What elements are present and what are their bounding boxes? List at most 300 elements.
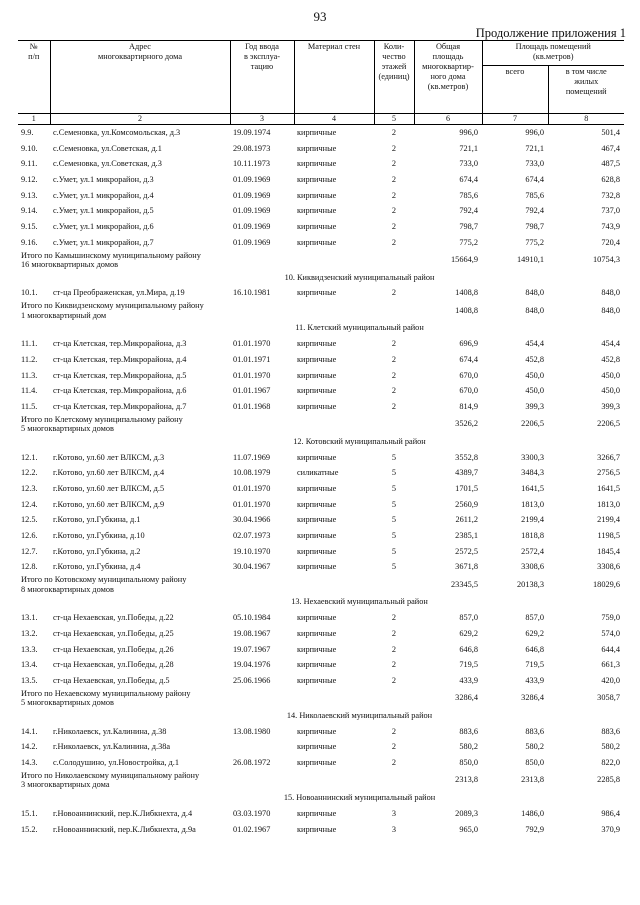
row-premises-all: 454,4 — [525, 339, 544, 349]
row-year: 01.01.1970 — [233, 339, 271, 349]
row-total-area: 670,0 — [459, 370, 478, 380]
row-total-area: 3552,8 — [455, 452, 478, 462]
row-floors: 2 — [391, 288, 397, 298]
row-premises-all: 450,0 — [525, 370, 544, 380]
row-number: 13.5. — [21, 675, 38, 685]
table-row — [18, 156, 624, 172]
row-number: 9.10. — [21, 143, 38, 153]
row-number: 13.4. — [21, 660, 38, 670]
total-label: Итого по Котовскому муниципальному району 8 многоквартирных домов — [21, 575, 187, 594]
row-wall-material: кирпичные — [297, 206, 337, 216]
row-premises-living: 2199,4 — [597, 515, 620, 525]
total-premises-living: 2206,5 — [597, 419, 620, 429]
row-floors: 5 — [391, 468, 397, 478]
row-number: 12.2. — [21, 468, 38, 478]
row-premises-all: 792,4 — [525, 206, 544, 216]
row-total-area: 883,6 — [459, 726, 478, 736]
row-premises-all: 2572,4 — [521, 546, 544, 556]
row-year: 01.01.1967 — [233, 386, 271, 396]
table-row — [18, 806, 624, 822]
row-total-area: 719,5 — [459, 660, 478, 670]
row-premises-living: 1198,5 — [597, 531, 620, 541]
row-wall-material: кирпичные — [297, 237, 337, 247]
row-premises-living: 743,9 — [601, 221, 620, 231]
row-total-area: 2560,9 — [455, 499, 478, 509]
row-year: 19.07.1967 — [233, 644, 271, 654]
row-address: ст-ца Клетская, тер.Микрорайона, д.4 — [53, 354, 187, 364]
row-address: с.Умет, ул.1 микрорайон, д.6 — [53, 221, 154, 231]
row-address: с.Умет, ул.1 микрорайон, д.5 — [53, 206, 154, 216]
row-floors: 5 — [391, 531, 397, 541]
row-wall-material: кирпичные — [297, 386, 337, 396]
row-address: ст-ца Клетская, тер.Микрорайона, д.3 — [53, 339, 187, 349]
row-premises-living: 1813,0 — [597, 499, 620, 509]
row-premises-living: 1641,5 — [597, 484, 620, 494]
row-number: 9.9. — [21, 127, 34, 137]
row-number: 11.5. — [21, 401, 38, 411]
row-wall-material: кирпичные — [297, 675, 337, 685]
row-premises-living: 450,0 — [601, 386, 620, 396]
row-total-area: 580,2 — [459, 742, 478, 752]
row-year: 10.11.1973 — [233, 159, 271, 169]
column-number: 1 — [18, 114, 50, 125]
row-address: ст-ца Нехаевская, ул.Победы, д.22 — [53, 613, 174, 623]
row-number: 9.13. — [21, 190, 38, 200]
row-wall-material: кирпичные — [297, 628, 337, 638]
row-address: ст-ца Нехаевская, ул.Победы, д.25 — [53, 628, 174, 638]
row-wall-material: силикатные — [297, 468, 339, 478]
row-number: 12.8. — [21, 562, 38, 572]
row-year: 01.01.1968 — [233, 401, 271, 411]
row-total-area: 670,0 — [459, 386, 478, 396]
table-row — [18, 172, 624, 188]
row-premises-living: 644,4 — [601, 644, 620, 654]
row-number: 12.1. — [21, 452, 38, 462]
row-year: 01.01.1971 — [233, 354, 271, 364]
total-label: Итого по Камышинскому муниципальному району 16 многоквартирных домов — [21, 250, 201, 270]
table-row — [18, 203, 624, 219]
row-floors: 5 — [391, 452, 397, 462]
row-wall-material: кирпичные — [297, 401, 337, 411]
section-row — [18, 594, 624, 610]
section-title: 12. Котовский муниципальный район — [293, 436, 426, 446]
total-area: 1408,8 — [455, 305, 478, 315]
housing-table — [18, 40, 624, 837]
row-total-area: 629,2 — [459, 628, 478, 638]
row-year: 05.10.1984 — [233, 613, 271, 623]
row-total-area: 792,4 — [459, 206, 478, 216]
row-total-area: 674,4 — [459, 174, 478, 184]
table-row — [18, 724, 624, 740]
row-floors: 5 — [391, 562, 397, 572]
row-premises-all: 433,9 — [525, 675, 544, 685]
table-row — [18, 399, 624, 415]
row-floors: 2 — [391, 206, 397, 216]
row-floors: 2 — [391, 370, 397, 380]
row-premises-all: 719,5 — [525, 660, 544, 670]
row-premises-all: 848,0 — [525, 288, 544, 298]
table-row — [18, 560, 624, 576]
row-premises-living: 452,8 — [601, 354, 620, 364]
total-area: 23345,5 — [451, 579, 478, 589]
header-premises-area: Площадь помещений (кв.метров) — [482, 41, 624, 66]
row-premises-all: 2199,4 — [521, 515, 544, 525]
total-row — [18, 415, 624, 434]
row-address: г.Котово, ул.Губкина, д.10 — [53, 531, 145, 541]
row-wall-material: кирпичные — [297, 354, 337, 364]
row-premises-all: 1813,0 — [521, 499, 544, 509]
row-total-area: 3671,8 — [455, 562, 478, 572]
column-number: 2 — [50, 114, 230, 125]
table-row — [18, 336, 624, 352]
row-premises-living: 661,3 — [601, 660, 620, 670]
column-number: 8 — [548, 114, 624, 125]
row-year: 01.02.1967 — [233, 824, 271, 834]
row-year: 26.08.1972 — [233, 758, 271, 768]
row-floors: 2 — [391, 628, 397, 638]
row-total-area: 1701,5 — [455, 484, 478, 494]
table-row — [18, 528, 624, 544]
row-wall-material: кирпичные — [297, 484, 337, 494]
row-premises-all: 674,4 — [525, 174, 544, 184]
row-total-area: 785,6 — [459, 190, 478, 200]
row-number: 9.12. — [21, 174, 38, 184]
total-premises-living: 3058,7 — [597, 693, 620, 703]
row-number: 12.3. — [21, 484, 38, 494]
row-premises-all: 580,2 — [525, 742, 544, 752]
row-year: 19.09.1974 — [233, 127, 271, 137]
row-wall-material: кирпичные — [297, 644, 337, 654]
row-year: 19.08.1967 — [233, 628, 271, 638]
row-premises-living: 501,4 — [601, 127, 620, 137]
row-year: 29.08.1973 — [233, 143, 271, 153]
row-wall-material: кирпичные — [297, 824, 337, 834]
total-premises-all: 3286,4 — [521, 693, 544, 703]
row-floors: 2 — [391, 339, 397, 349]
total-premises-all: 2313,8 — [521, 775, 544, 785]
row-premises-living: 986,4 — [601, 808, 620, 818]
row-wall-material: кирпичные — [297, 143, 337, 153]
section-title: 14. Николаевский муниципальный район — [286, 710, 433, 720]
row-floors: 2 — [391, 613, 397, 623]
row-premises-all: 798,7 — [525, 221, 544, 231]
header-premises-all: всего — [482, 66, 548, 114]
table-row — [18, 352, 624, 368]
table-row — [18, 673, 624, 689]
header-premises-living: в том числе жилых помещений — [548, 66, 624, 114]
table-row — [18, 740, 624, 756]
row-floors: 2 — [391, 726, 397, 736]
total-row — [18, 251, 624, 270]
table-row — [18, 626, 624, 642]
row-wall-material: кирпичные — [297, 613, 337, 623]
row-wall-material: кирпичные — [297, 562, 337, 572]
header-floors: Коли- чество этажей (единиц) — [374, 41, 414, 114]
row-address: ст-ца Нехаевская, ул.Победы, д.5 — [53, 675, 170, 685]
row-address: с.Семеновка, ул.Советская, д.1 — [53, 143, 162, 153]
row-number: 13.3. — [21, 644, 38, 654]
row-premises-living: 580,2 — [601, 742, 620, 752]
total-premises-all: 2206,5 — [521, 419, 544, 429]
row-floors: 2 — [391, 354, 397, 364]
section-row — [18, 434, 624, 450]
row-year: 01.09.1969 — [233, 174, 271, 184]
row-wall-material: кирпичные — [297, 515, 337, 525]
row-floors: 2 — [391, 401, 397, 411]
row-wall-material: кирпичные — [297, 499, 337, 509]
section-title: 13. Нехаевский муниципальный район — [291, 597, 428, 607]
row-premises-living: 759,0 — [601, 613, 620, 623]
total-row — [18, 575, 624, 594]
row-address: ст-ца Преображенская, ул.Мира, д.19 — [53, 288, 185, 298]
row-wall-material: кирпичные — [297, 174, 337, 184]
row-number: 9.14. — [21, 206, 38, 216]
row-total-area: 674,4 — [459, 354, 478, 364]
table-row — [18, 219, 624, 235]
row-wall-material: кирпичные — [297, 531, 337, 541]
row-total-area: 850,0 — [459, 758, 478, 768]
row-floors: 3 — [391, 808, 397, 818]
row-floors: 5 — [391, 499, 397, 509]
row-floors: 2 — [391, 237, 397, 247]
row-year: 30.04.1966 — [233, 515, 271, 525]
row-floors: 5 — [391, 515, 397, 525]
row-premises-living: 3308,6 — [597, 562, 620, 572]
row-number: 15.2. — [21, 824, 38, 834]
row-total-area: 433,9 — [459, 675, 478, 685]
row-year: 13.08.1980 — [233, 726, 271, 736]
row-premises-all: 1486,0 — [521, 808, 544, 818]
row-premises-living: 737,0 — [601, 206, 620, 216]
row-premises-living: 848,0 — [601, 288, 620, 298]
row-address: ст-ца Клетская, тер.Микрорайона, д.6 — [53, 386, 187, 396]
table-row — [18, 368, 624, 384]
row-year: 30.04.1967 — [233, 562, 271, 572]
column-number: 5 — [374, 114, 414, 125]
row-number: 13.1. — [21, 613, 38, 623]
column-number: 6 — [414, 114, 482, 125]
row-address: г.Котово, ул.Губкина, д.2 — [53, 546, 141, 556]
row-year: 19.10.1970 — [233, 546, 271, 556]
row-total-area: 2385,1 — [455, 531, 478, 541]
row-floors: 2 — [391, 143, 397, 153]
total-premises-all: 848,0 — [525, 305, 544, 315]
table-row — [18, 235, 624, 251]
row-year: 01.09.1969 — [233, 190, 271, 200]
total-row — [18, 301, 624, 320]
row-address: г.Котово, ул.60 лет ВЛКСМ, д.4 — [53, 468, 165, 478]
column-number: 7 — [482, 114, 548, 125]
row-address: с.Солодушино, ул.Новостройка, д.1 — [53, 758, 179, 768]
row-premises-all: 646,8 — [525, 644, 544, 654]
row-floors: 5 — [391, 484, 397, 494]
row-premises-all: 3484,3 — [521, 468, 544, 478]
row-number: 11.1. — [21, 339, 38, 349]
row-premises-living: 720,4 — [601, 237, 620, 247]
row-address: г.Новоаннинский, пер.К.Либкнехта, д.9а — [53, 824, 196, 834]
row-address: г.Котово, ул.60 лет ВЛКСМ, д.9 — [53, 499, 165, 509]
row-total-area: 646,8 — [459, 644, 478, 654]
row-year: 01.09.1969 — [233, 237, 271, 247]
row-premises-living: 628,8 — [601, 174, 620, 184]
table-row — [18, 466, 624, 482]
row-premises-all: 775,2 — [525, 237, 544, 247]
row-address: ст-ца Клетская, тер.Микрорайона, д.7 — [53, 401, 187, 411]
row-premises-all: 399,3 — [525, 401, 544, 411]
total-label: Итого по Киквидзенскому муниципальному району 1 многоквартирный дом — [21, 301, 204, 320]
table-row — [18, 286, 624, 302]
row-floors: 2 — [391, 221, 397, 231]
row-wall-material: кирпичные — [297, 127, 337, 137]
total-area: 15664,9 — [451, 255, 478, 265]
row-address: ст-ца Нехаевская, ул.Победы, д.28 — [53, 660, 174, 670]
row-wall-material: кирпичные — [297, 758, 337, 768]
header-total-area: Общая площадь многоквартир- ного дома (кв.метров) — [414, 41, 482, 114]
row-floors: 2 — [391, 386, 397, 396]
total-label: Итого по Нехаевскому муниципальному району 5 многоквартирных домов — [21, 688, 191, 708]
row-floors: 2 — [391, 660, 397, 670]
row-floors: 2 — [391, 742, 397, 752]
row-year: 02.07.1973 — [233, 531, 271, 541]
total-label: Итого по Николаевскому муниципальному району 3 многоквартирных дома — [21, 770, 200, 790]
row-year: 03.03.1970 — [233, 808, 271, 818]
section-title: 10. Киквидзенский муниципальный район — [284, 272, 435, 282]
row-premises-all: 629,2 — [525, 628, 544, 638]
row-number: 14.3. — [21, 758, 38, 768]
row-number: 9.11. — [21, 159, 38, 169]
row-floors: 2 — [391, 675, 397, 685]
total-row — [18, 771, 624, 790]
row-premises-all: 1818,8 — [521, 531, 544, 541]
row-total-area: 696,9 — [459, 339, 478, 349]
row-floors: 2 — [391, 644, 397, 654]
table-row — [18, 544, 624, 560]
row-premises-living: 454,4 — [601, 339, 620, 349]
section-title: 11. Клетский муниципальный район — [295, 323, 424, 333]
row-total-area: 733,0 — [459, 159, 478, 169]
table-row — [18, 822, 624, 838]
row-address: с.Умет, ул.1 микрорайон, д.7 — [53, 237, 154, 247]
row-premises-living: 487,5 — [601, 159, 620, 169]
row-premises-living: 370,9 — [601, 824, 620, 834]
row-number: 12.4. — [21, 499, 38, 509]
row-address: с.Семеновка, ул.Комсомольская, д.3 — [53, 127, 181, 137]
row-total-area: 4389,7 — [455, 468, 478, 478]
row-premises-all: 733,0 — [525, 159, 544, 169]
row-year — [230, 740, 294, 756]
row-year: 19.04.1976 — [233, 660, 271, 670]
row-premises-living: 450,0 — [601, 370, 620, 380]
total-row — [18, 689, 624, 708]
page-number: 93 — [313, 9, 327, 24]
table-row — [18, 755, 624, 771]
row-premises-living: 574,0 — [601, 628, 620, 638]
row-number: 15.1. — [21, 808, 38, 818]
row-number: 9.15. — [21, 221, 38, 231]
total-label: Итого по Клетскому муниципальному району 5 многоквартирных домов — [21, 414, 183, 434]
row-year: 10.08.1979 — [233, 468, 271, 478]
row-premises-all: 792,9 — [525, 824, 544, 834]
row-wall-material: кирпичные — [297, 546, 337, 556]
row-address: г.Котово, ул.Губкина, д.4 — [53, 562, 141, 572]
row-floors: 5 — [391, 546, 397, 556]
row-premises-all: 452,8 — [525, 354, 544, 364]
row-year: 01.01.1970 — [233, 484, 271, 494]
row-wall-material: кирпичные — [297, 221, 337, 231]
row-floors: 2 — [391, 159, 397, 169]
row-premises-living: 883,6 — [601, 726, 620, 736]
row-total-area: 2089,3 — [455, 808, 478, 818]
row-total-area: 965,0 — [459, 824, 478, 834]
row-wall-material: кирпичные — [297, 742, 337, 752]
row-premises-all: 857,0 — [525, 613, 544, 623]
row-year: 11.07.1969 — [233, 452, 271, 462]
total-premises-living: 18029,6 — [593, 579, 620, 589]
row-address: ст-ца Нехаевская, ул.Победы, д.26 — [53, 644, 174, 654]
row-wall-material: кирпичные — [297, 808, 337, 818]
table-row — [18, 610, 624, 626]
header-number: № п/п — [18, 41, 50, 114]
row-address: г.Новоаннинский, пер.К.Либкнехта, д.4 — [53, 808, 193, 818]
section-row — [18, 320, 624, 336]
total-premises-living: 10754,3 — [593, 255, 620, 265]
row-wall-material: кирпичные — [297, 452, 337, 462]
row-floors: 2 — [391, 174, 397, 184]
row-premises-all: 721,1 — [525, 143, 544, 153]
row-premises-living: 399,3 — [601, 401, 620, 411]
row-number: 11.2. — [21, 354, 38, 364]
row-year: 01.09.1969 — [233, 206, 271, 216]
table-row — [18, 481, 624, 497]
continuation-title: Продолжение приложения 1 — [475, 26, 626, 40]
total-area: 3286,4 — [455, 693, 478, 703]
row-address: г.Николаевск, ул.Калинина, д.38 — [53, 726, 167, 736]
table-row — [18, 188, 624, 204]
row-number: 12.7. — [21, 546, 38, 556]
row-total-area: 814,9 — [459, 401, 478, 411]
row-total-area: 2611,2 — [455, 515, 478, 525]
row-number: 14.1. — [21, 726, 38, 736]
total-premises-all: 14910,1 — [517, 255, 544, 265]
row-premises-all: 850,0 — [525, 758, 544, 768]
row-premises-all: 785,6 — [525, 190, 544, 200]
column-number: 3 — [230, 114, 294, 125]
row-premises-all: 1641,5 — [521, 484, 544, 494]
table-row — [18, 141, 624, 157]
row-wall-material: кирпичные — [297, 288, 337, 298]
row-total-area: 1408,8 — [455, 288, 478, 298]
row-address: с.Умет, ул.1 микрорайон, д.3 — [53, 174, 154, 184]
row-wall-material: кирпичные — [297, 190, 337, 200]
header-wall-material: Материал стен — [294, 41, 374, 114]
row-number: 14.2. — [21, 742, 38, 752]
row-number: 13.2. — [21, 628, 38, 638]
section-row — [18, 708, 624, 724]
row-premises-all: 3300,3 — [521, 452, 544, 462]
row-wall-material: кирпичные — [297, 339, 337, 349]
total-area: 2313,8 — [455, 775, 478, 785]
row-premises-living: 467,4 — [601, 143, 620, 153]
row-number: 9.16. — [21, 237, 38, 247]
row-floors: 2 — [391, 190, 397, 200]
row-premises-all: 996,0 — [525, 127, 544, 137]
table-row — [18, 450, 624, 466]
row-number: 11.4. — [21, 386, 38, 396]
row-address: с.Семеновка, ул.Советская, д.3 — [53, 159, 162, 169]
row-number: 12.6. — [21, 531, 38, 541]
table-row — [18, 497, 624, 513]
row-total-area: 857,0 — [459, 613, 478, 623]
